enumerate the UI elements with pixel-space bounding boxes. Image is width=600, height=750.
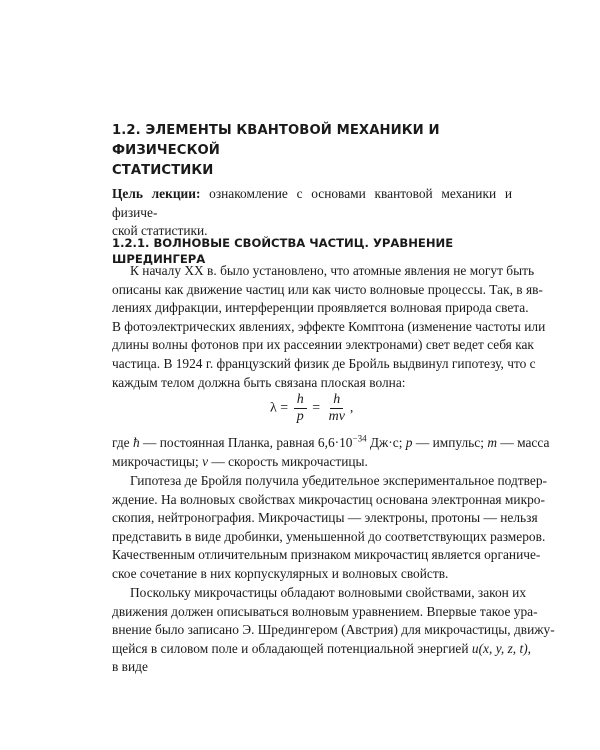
mass-symbol: m [487, 435, 497, 450]
chapter-title [112, 121, 532, 181]
goal-text1: ознакомление с основами квантовой механики и физиче- [112, 186, 512, 220]
paragraph-line: скопия, нейтронография. Микрочастицы — электроны, протоны — нельзя [112, 510, 538, 526]
paragraph-line: длины волны фотонов при их рассеянии электронами) свет ведет себя как [112, 337, 534, 353]
paragraph-line: Поскольку микрочастицы обладают волновыми свойствами, закон их [130, 585, 527, 600]
formula-comma: , [349, 400, 354, 416]
chapter-title-line2: СТАТИСТИКИ [112, 163, 214, 178]
fraction-h-over-mv [326, 392, 348, 425]
paragraph-hypothesis-confirmation [112, 472, 547, 584]
paragraph-line: Качественным отличительным признаком микрочастиц является органиче- [112, 547, 541, 563]
paragraph-line: Гипотеза де Бройля получила убедительное экспериментальное подтвер- [130, 473, 547, 488]
text: щейся в силовом поле и обладающей потенциальной энергией [112, 640, 472, 656]
paragraph-line: ждение. На волновых свойствах микрочастиц основана электронная микро- [112, 491, 545, 507]
text: — скорость микрочастицы. [208, 453, 368, 469]
text: микрочастицы; [112, 453, 203, 469]
fraction-numerator: h [294, 392, 307, 409]
paragraph-line [112, 640, 532, 659]
text: где [112, 435, 133, 450]
paragraph-line: лениях дифракции, интерференции проявляется волновая природа света. [112, 300, 529, 316]
goal-label: Цель лекции: [112, 186, 201, 201]
paragraph-line: В фотоэлектрических явлениях, эффекте Комптона (изменение частоты или [112, 318, 546, 334]
formula-equals: = [312, 400, 321, 416]
chapter-title-line1: 1.2. ЭЛЕМЕНТЫ КВАНТОВОЙ МЕХАНИКИ И ФИЗИЧЕСКОЙ [112, 123, 440, 158]
formula-de-broglie [270, 392, 353, 425]
paragraph-de-broglie-intro [112, 262, 546, 392]
paragraph-line: ское сочетание в них корпускулярных и волновых свойств. [112, 565, 449, 581]
paragraph-line [112, 433, 550, 453]
paragraph-line: К началу XX в. было установлено, что атомные явления не могут быть [130, 263, 535, 278]
momentum-symbol: p [405, 435, 413, 450]
section-title: 1.2.1. ВОЛНОВЫЕ СВОЙСТВА ЧАСТИЦ. УРАВНЕНИЕ ШРЕДИНГЕРА [112, 236, 454, 266]
fraction-denominator: p [296, 409, 304, 424]
paragraph-line [112, 453, 512, 472]
goal-text2: ской статистики. [112, 223, 208, 239]
paragraph-line: каждым телом должна быть связана плоская волна: [112, 374, 406, 390]
paragraph-definitions [112, 433, 550, 471]
exponent: −34 [352, 433, 367, 444]
paragraph-line: в виде [112, 659, 148, 675]
text: Дж·с; [366, 435, 406, 450]
text: — постоянная Планка, равная 6,6·10 [139, 435, 353, 450]
paragraph-line: описаны как движение частиц или как чисто волновые процессы. Так, в яв- [112, 281, 543, 297]
potential-energy-function: u(x, y, z, t), [471, 640, 532, 656]
fraction-h-over-p [294, 392, 307, 425]
paragraph-line: представить в виде дробинки, уменьшенной до соответствующих размеров. [112, 528, 546, 544]
text: — масса [496, 435, 550, 450]
formula-lambda: λ = [270, 400, 289, 416]
text: — импульс; [412, 435, 488, 450]
planck-symbol: ħ [132, 435, 140, 450]
paragraph-line: частица. В 1924 г. французский физик де Бройль выдвинул гипотезу, что с [112, 355, 536, 371]
velocity-symbol: v [202, 453, 209, 469]
paragraph-line: движения должен описываться волновым уравнением. Впервые такое ура- [112, 603, 538, 619]
lecture-goal [112, 185, 512, 241]
fraction-denominator: mv [328, 409, 345, 424]
fraction-numerator: h [330, 392, 343, 409]
paragraph-wave-equation-intro [112, 584, 555, 677]
paragraph-line: внение было записано Э. Шредингером (Австрия) для микрочастицы, движу- [112, 622, 555, 638]
